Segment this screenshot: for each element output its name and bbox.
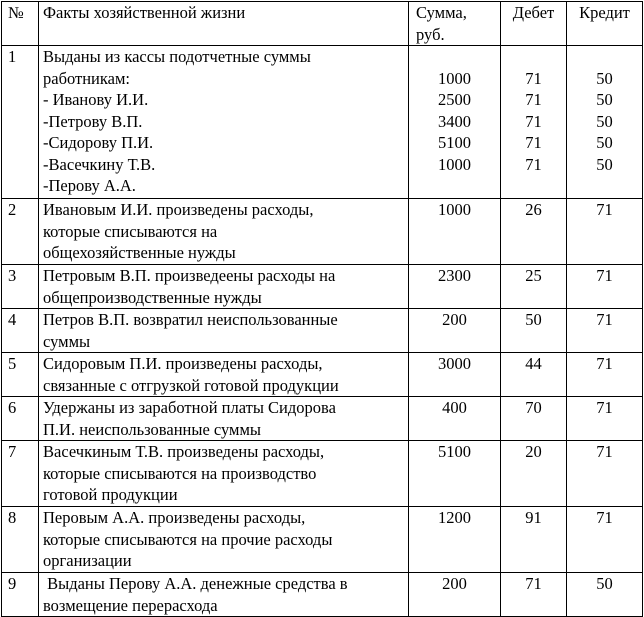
row-fact bbox=[39, 573, 409, 617]
table-row bbox=[2, 441, 643, 507]
row-debit: 26 bbox=[501, 199, 567, 265]
fact-line: которые списываются на производство bbox=[43, 463, 317, 483]
table-row bbox=[2, 265, 643, 309]
row-num: 7 bbox=[2, 441, 39, 507]
debit-value: 71 bbox=[525, 68, 542, 88]
row-debit: 91 bbox=[501, 507, 567, 573]
fact-line: Васечкиным Т.В. произведены расходы, bbox=[43, 442, 325, 461]
sum-value: 1000 bbox=[438, 154, 471, 174]
row-credit: 71 bbox=[567, 309, 643, 353]
row-sum bbox=[409, 46, 501, 199]
fact-line: организации bbox=[43, 551, 132, 570]
row-credit: 71 bbox=[567, 441, 643, 507]
credit-value: 50 bbox=[596, 111, 613, 131]
fact-line: Перовым А.А. произведены расходы, bbox=[43, 508, 306, 527]
row-num: 6 bbox=[2, 397, 39, 441]
table-row bbox=[2, 397, 643, 441]
table-row bbox=[2, 46, 643, 199]
row-credit: 71 bbox=[567, 507, 643, 573]
sum-value: 5100 bbox=[438, 133, 471, 152]
row-credit: 71 bbox=[567, 353, 643, 397]
header-debit: Дебет bbox=[501, 2, 567, 46]
fact-line: -Перову А.А. bbox=[43, 176, 136, 195]
row-sum: 1000 bbox=[409, 199, 501, 265]
row-fact bbox=[39, 397, 409, 441]
row-debit: 44 bbox=[501, 353, 567, 397]
fact-line: -Васечкину Т.В. bbox=[43, 154, 156, 174]
fact-line: Петровым В.П. произведеены расходы на bbox=[43, 266, 336, 285]
header-sum-line-2: руб. bbox=[416, 24, 445, 44]
fact-line: Ивановым И.И. произведены расходы, bbox=[43, 200, 314, 219]
fact-line: возмещение перерасхода bbox=[43, 595, 218, 615]
sum-value: 1000 bbox=[438, 68, 471, 88]
credit-value: 50 bbox=[596, 154, 613, 174]
fact-line: Петров В.П. возвратил неиспользованные bbox=[43, 310, 338, 329]
row-debit: 25 bbox=[501, 265, 567, 309]
fact-line: Выданы из кассы подотчетные суммы bbox=[43, 47, 311, 66]
sum-value: 2500 bbox=[438, 90, 471, 109]
transactions-table bbox=[1, 1, 643, 617]
row-fact bbox=[39, 309, 409, 353]
fact-line: П.И. неиспользованные суммы bbox=[43, 419, 262, 439]
row-sum: 1200 bbox=[409, 507, 501, 573]
row-debit: 20 bbox=[501, 441, 567, 507]
row-fact bbox=[39, 199, 409, 265]
row-num: 4 bbox=[2, 309, 39, 353]
row-fact bbox=[39, 265, 409, 309]
row-fact bbox=[39, 441, 409, 507]
row-num: 2 bbox=[2, 199, 39, 265]
debit-value: 71 bbox=[525, 111, 542, 131]
row-fact bbox=[39, 507, 409, 573]
table-row bbox=[2, 353, 643, 397]
row-credit: 50 bbox=[567, 573, 643, 617]
fact-line: -Сидорову П.И. bbox=[43, 133, 154, 152]
debit-value: 71 bbox=[525, 154, 542, 174]
row-debit: 71 bbox=[501, 573, 567, 617]
table-row bbox=[2, 507, 643, 573]
row-num: 3 bbox=[2, 265, 39, 309]
credit-value: 50 bbox=[596, 90, 613, 109]
credit-value: 50 bbox=[596, 133, 613, 152]
header-fact: Факты хозяйственной жизни bbox=[39, 2, 409, 46]
sum-value: 3400 bbox=[438, 111, 471, 131]
fact-line: которые списываются на прочие расходы bbox=[43, 529, 333, 549]
table-row bbox=[2, 309, 643, 353]
row-num: 1 bbox=[2, 46, 39, 199]
fact-line: общехозяйственные нужды bbox=[43, 243, 236, 262]
header-num: № bbox=[2, 2, 39, 46]
row-num: 9 bbox=[2, 573, 39, 617]
row-debit: 70 bbox=[501, 397, 567, 441]
fact-line: суммы bbox=[43, 331, 91, 351]
row-credit bbox=[567, 46, 643, 199]
fact-line: -Петрову В.П. bbox=[43, 111, 143, 131]
header-sum bbox=[409, 2, 501, 46]
fact-line: Выданы Перову А.А. денежные средства в bbox=[43, 574, 348, 593]
header-sum-line-1: Сумма, bbox=[416, 3, 467, 22]
row-fact bbox=[39, 353, 409, 397]
row-credit: 71 bbox=[567, 397, 643, 441]
fact-line: работникам: bbox=[43, 68, 130, 88]
row-num: 5 bbox=[2, 353, 39, 397]
table-row bbox=[2, 199, 643, 265]
row-fact bbox=[39, 46, 409, 199]
header-credit: Кредит bbox=[567, 2, 643, 46]
row-sum: 400 bbox=[409, 397, 501, 441]
fact-line: общепроизводственные нужды bbox=[43, 287, 262, 307]
row-sum: 2300 bbox=[409, 265, 501, 309]
debit-value: 71 bbox=[525, 90, 542, 109]
row-debit bbox=[501, 46, 567, 199]
table-row bbox=[2, 573, 643, 617]
row-credit: 71 bbox=[567, 265, 643, 309]
row-sum: 3000 bbox=[409, 353, 501, 397]
fact-line: готовой продукции bbox=[43, 485, 178, 504]
fact-line: связанные с отгрузкой готовой продукции bbox=[43, 375, 339, 395]
row-credit: 71 bbox=[567, 199, 643, 265]
row-sum: 200 bbox=[409, 309, 501, 353]
row-sum: 5100 bbox=[409, 441, 501, 507]
fact-line: Удержаны из заработной платы Сидорова bbox=[43, 398, 336, 417]
row-num: 8 bbox=[2, 507, 39, 573]
row-debit: 50 bbox=[501, 309, 567, 353]
fact-line: - Иванову И.И. bbox=[43, 90, 149, 109]
debit-value: 71 bbox=[525, 133, 542, 152]
row-sum: 200 bbox=[409, 573, 501, 617]
fact-line: Сидоровым П.И. произведены расходы, bbox=[43, 354, 323, 373]
header-row bbox=[2, 2, 643, 46]
credit-value: 50 bbox=[596, 68, 613, 88]
fact-line: которые списываются на bbox=[43, 221, 218, 241]
